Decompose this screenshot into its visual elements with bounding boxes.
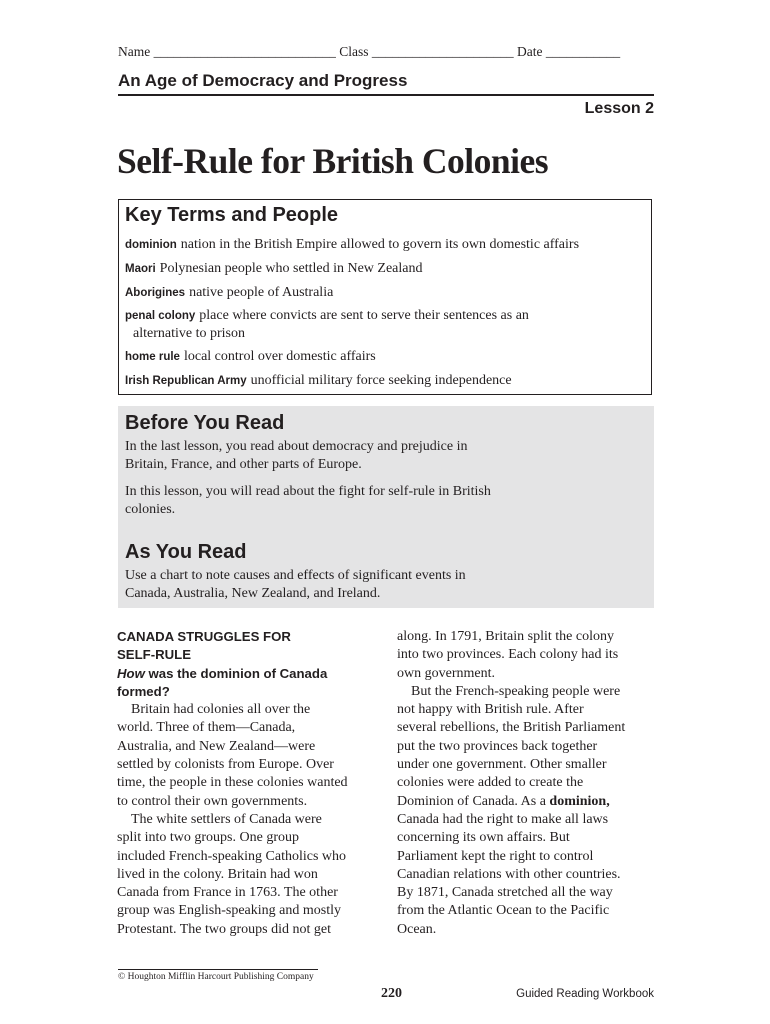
workbook-label: Guided Reading Workbook	[516, 988, 654, 1000]
body-line: under one government. Other smaller	[397, 757, 607, 773]
body-line	[397, 793, 657, 811]
section-heading: SELF-RULE	[117, 647, 191, 663]
body-column-right	[397, 628, 657, 939]
section-question-keyword: How	[117, 665, 145, 681]
footer-divider	[118, 969, 318, 970]
key-term-word: dominion	[125, 239, 177, 251]
body-line: The white settlers of Canada were	[131, 811, 322, 827]
body-line: Canadian relations with other countries.	[397, 866, 621, 882]
key-term-word: home rule	[125, 351, 180, 363]
body-line: several rebellions, the British Parliament	[397, 720, 626, 736]
key-term-item	[125, 307, 605, 325]
body-line: from the Atlantic Ocean to the Pacific	[397, 903, 610, 919]
copyright-notice: © Houghton Mifflin Harcourt Publishing Company	[118, 972, 314, 982]
name-class-date-line: Name ___________________________ Class _____________________ Date ___________	[118, 44, 621, 59]
body-line: to control their own governments.	[117, 793, 308, 809]
before-you-read-text-line: In the last lesson, you read about democracy and prejudice in	[125, 439, 468, 454]
body-line: not happy with British rule. After	[397, 702, 584, 718]
body-line: Britain had colonies all over the	[131, 702, 311, 718]
key-term-item	[125, 236, 605, 254]
key-term-definition-continued: alternative to prison	[133, 326, 245, 341]
key-term-definition: native people of Australia	[189, 285, 334, 300]
body-line: Protestant. The two groups did not get	[117, 921, 331, 937]
key-term-highlight: dominion,	[549, 793, 610, 809]
key-term-item	[125, 260, 605, 278]
section-question: formed?	[117, 683, 170, 699]
key-term-definition: nation in the British Empire allowed to govern its own domestic affairs	[180, 237, 580, 252]
body-line: group was English-speaking and mostly	[117, 903, 341, 919]
key-term-item	[125, 284, 605, 302]
body-line: Canada had the right to make all laws	[397, 811, 609, 827]
body-line: By 1871, Canada stretched all the way	[397, 885, 613, 901]
key-term-definition: place where convicts are sent to serve their sentences as an	[199, 308, 529, 323]
body-line: Canada from France in 1763. The other	[117, 885, 338, 901]
key-term-definition: Polynesian people who settled in New Zealand	[159, 261, 423, 276]
body-line: But the French-speaking people were	[411, 683, 621, 699]
before-you-read-text-line: Britain, France, and other parts of Europe.	[125, 457, 362, 472]
body-line: along. In 1791, Britain split the colony	[397, 629, 614, 644]
body-line: into two provinces. Each colony had its	[397, 647, 619, 663]
body-line: colonies were added to create the	[397, 775, 584, 791]
as-you-read-text-line: Use a chart to note causes and effects of significant events in	[125, 568, 466, 583]
lesson-label: Lesson 2	[584, 100, 654, 117]
body-line: split into two groups. One group	[117, 830, 299, 846]
body-line: Parliament kept the right to control	[397, 848, 594, 864]
body-line: concerning its own affairs. But	[397, 830, 570, 846]
page-number: 220	[381, 986, 402, 1001]
before-you-read-text-line: colonies.	[125, 502, 176, 517]
before-you-read-text-line: In this lesson, you will read about the fight for self-rule in British	[125, 484, 491, 499]
unit-title: An Age of Democracy and Progress	[118, 71, 408, 90]
key-terms-heading: Key Terms and People	[125, 204, 339, 226]
body-line: Australia, and New Zealand—were	[117, 738, 316, 754]
key-term-word: Maori	[125, 263, 156, 275]
key-term-item	[125, 372, 605, 390]
key-term-word: penal colony	[125, 310, 196, 322]
body-line: world. Three of them—Canada,	[117, 720, 296, 736]
body-line: put the two provinces back together	[397, 738, 598, 754]
section-question-text: was the dominion of Canada	[144, 665, 328, 681]
body-line: time, the people in these colonies wanted	[117, 775, 348, 791]
key-term-definition: unofficial military force seeking independence	[250, 373, 512, 388]
header-divider	[118, 94, 654, 96]
key-term-word: Irish Republican Army	[125, 375, 247, 387]
as-you-read-text-line: Canada, Australia, New Zealand, and Ireland.	[125, 586, 381, 601]
as-you-read-heading: As You Read	[125, 541, 247, 563]
before-you-read-heading: Before You Read	[125, 412, 285, 434]
body-line: lived in the colony. Britain had won	[117, 866, 318, 882]
body-line: included French-speaking Catholics who	[117, 848, 347, 864]
section-heading: CANADA STRUGGLES FOR	[117, 629, 291, 644]
key-term-definition: local control over domestic affairs	[183, 349, 376, 364]
key-term-word: Aborigines	[125, 287, 186, 299]
body-line: Ocean.	[397, 921, 437, 937]
body-column-left	[117, 628, 377, 939]
body-line: own government.	[397, 665, 495, 681]
section-question	[117, 665, 377, 683]
body-line-text: Dominion of Canada. As a	[397, 793, 550, 809]
body-line: settled by colonists from Europe. Over	[117, 757, 334, 773]
key-term-item	[125, 348, 605, 366]
page-title: Self-Rule for British Colonies	[117, 141, 549, 181]
